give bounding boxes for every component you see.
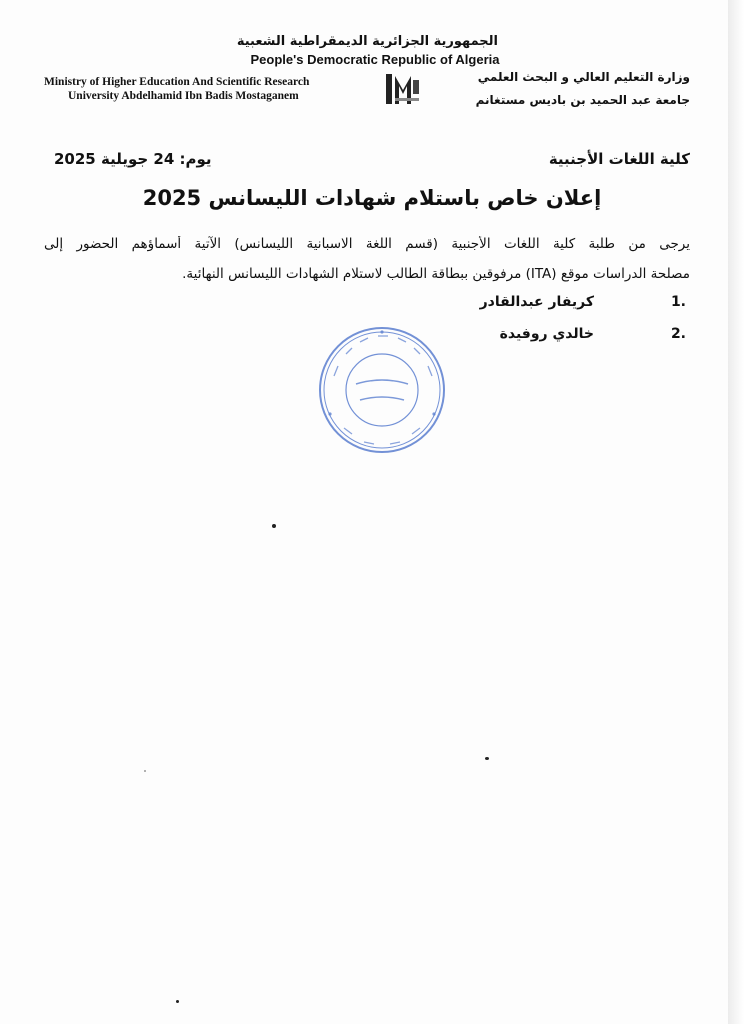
ministry-name-arabic: وزارة التعليم العالي و البحث العلمي — [477, 70, 690, 84]
official-stamp — [316, 324, 448, 456]
republic-name-arabic: الجمهورية الجزائرية الديمقراطية الشعبية — [236, 34, 498, 49]
scan-speck — [485, 757, 489, 760]
announcement-body-line-2: مصلحة الدراسات موقع (ITA) مرفوقين ببطاقة الطالب لاستلام الشهادات الليسانس النهائية. — [182, 266, 690, 282]
ministry-name-english: Ministry of Higher Education And Scientific Research — [44, 76, 310, 88]
student-name: كريفار عبدالقادر — [479, 294, 594, 310]
student-number: 1. — [670, 294, 686, 310]
page-edge — [728, 0, 744, 1024]
announcement-date: يوم: 24 جويلية 2025 — [54, 150, 212, 168]
republic-name-english: People's Democratic Republic of Algeria — [250, 52, 500, 67]
student-name: خالدي روفيدة — [499, 326, 594, 342]
faculty-name: كلية اللغات الأجنبية — [548, 150, 690, 168]
student-number: 2. — [670, 326, 686, 342]
announcement-body-line-1: يرجى من طلبة كلية اللغات الأجنبية (قسم اللغة الاسبانية الليسانس) الآتية أسماؤهم الحضور إلى — [44, 236, 690, 252]
scan-speck — [176, 1000, 179, 1003]
announcement-title: إعلان خاص باستلام شهادات الليسانس 2025 — [142, 186, 602, 210]
university-name-english: University Abdelhamid Ibn Badis Mostaganem — [68, 90, 299, 102]
scan-speck — [144, 770, 146, 772]
university-logo — [385, 72, 421, 106]
university-name-arabic: جامعة عبد الحميد بن باديس مستغانم — [475, 93, 690, 107]
scan-speck — [272, 524, 276, 528]
